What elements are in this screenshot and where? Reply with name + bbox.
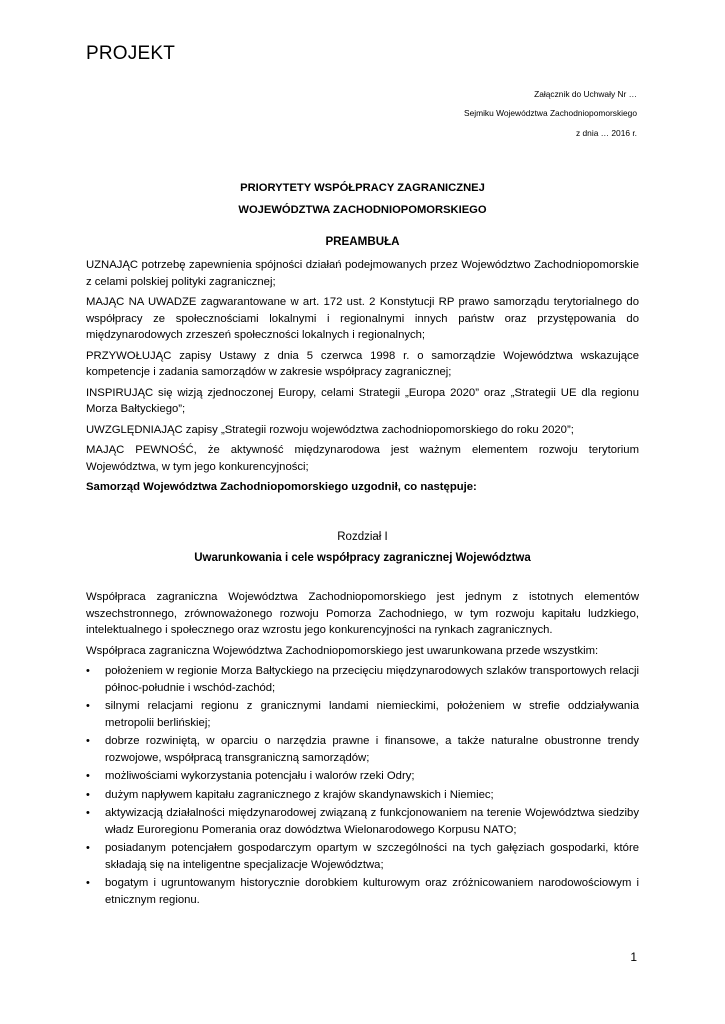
chapter-body <box>86 589 639 910</box>
list-item-text: posiadanym potencjałem gospodarczym opartym w szczególności na tych gałęziach gospodarki, które składają się na inteligentne specjalizacje Województwa; <box>105 842 639 871</box>
bullet-icon: • <box>86 807 90 819</box>
list-item-text: możliwościami wykorzystania potencjału i walorów rzeki Odry; <box>105 770 415 782</box>
preamble-paragraph: MAJĄC PEWNOŚĆ, że aktywność międzynarodowa jest ważnym elementem rozwoju terytorium Województwa, w tym jego konkurencyjności; <box>86 444 639 473</box>
list-item <box>86 698 639 731</box>
chapter-label: Rozdział I <box>337 531 388 543</box>
bullet-icon: • <box>86 700 90 712</box>
list-item <box>86 875 639 908</box>
list-item <box>86 768 639 785</box>
list-item-text: dobrze rozwiniętą, w oparciu o narzędzia prawne i finansowe, a także naturalne obustronne trendy rozwojowe, współpracą transgraniczną samorządów; <box>105 735 639 764</box>
bullet-icon: • <box>86 842 90 854</box>
chapter-paragraph: Współpraca zagraniczna Województwa Zachodniopomorskiego jest uwarunkowana przede wszystkim: <box>86 644 599 657</box>
bullet-icon: • <box>86 788 90 801</box>
preamble-paragraph: INSPIRUJĄC się wizją zjednoczonej Europy, celami Strategii „Europa 2020” oraz „Strategii UE dla regionu Morza Bałtyckiego”; <box>86 386 639 415</box>
list-item-text: położeniem w regionie Morza Bałtyckiego na przecięciu międzynarodowych szlaków transportowych relacji północ-południe i wschód-zachód; <box>105 665 639 694</box>
page-number: 1 <box>630 950 637 964</box>
preamble-paragraph: UWZGLĘDNIAJĄC zapisy „Strategii rozwoju województwa zachodniopomorskiego do roku 2020”; <box>86 423 574 436</box>
attachment-note <box>317 85 637 143</box>
bullet-icon: • <box>86 770 90 782</box>
chapter-title: Uwarunkowania i cele współpracy zagranicznej Województwa <box>194 552 531 564</box>
project-stamp: PROJEKT <box>86 43 176 64</box>
list-item-text: aktywizacją działalności międzynarodowej związaną z funkcjonowaniem na terenie Województwa siedziby władz Euroregionu Pomerania oraz dowództwa Wielonarodowego Korpusu NATO; <box>105 807 639 836</box>
bullet-icon: • <box>86 877 90 889</box>
preamble-paragraph: PRZYWOŁUJĄC zapisy Ustawy z dnia 5 czerwca 1998 r. o samorządzie Województwa wskazujące kompetencje i zadania samorządów w zakresie współpracy zagranicznej; <box>86 349 639 378</box>
preamble-paragraph: MAJĄC NA UWADZE zagwarantowane w art. 172 ust. 2 Konstytucji RP prawo samorządu terytorialnego do współpracy ze społecznościami lokalnymi i regionalnymi innych państw oraz przystępowania do międzynarodowych zrzeszeń społeczności lokalnych i regionalnych; <box>86 296 639 341</box>
title-line: WOJEWÓDZTWA ZACHODNIOPOMORSKIEGO <box>238 204 487 216</box>
bullet-icon: • <box>86 665 90 677</box>
list-item <box>86 787 639 804</box>
attachment-line: Sejmiku Województwa Zachodniopomorskiego <box>463 108 637 119</box>
list-item-text: silnymi relacjami regionu z granicznymi landami niemieckimi, położeniem w strefie oddziaływania metropolii berlińskiej; <box>105 700 639 729</box>
attachment-line: Załącznik do Uchwały Nr … <box>534 89 637 99</box>
attachment-line: z dnia … 2016 r. <box>576 127 637 138</box>
list-item-text: dużym napływem kapitału zagranicznego z krajów skandynawskich i Niemiec; <box>105 788 494 801</box>
list-item <box>86 733 639 766</box>
document-title <box>86 177 639 221</box>
preamble-heading: PREAMBUŁA <box>325 235 400 248</box>
preamble-body <box>86 257 639 500</box>
title-line: PRIORYTETY WSPÓŁPRACY ZAGRANICZNEJ <box>240 182 485 194</box>
preamble-closing: Samorząd Województwa Zachodniopomorskiego uzgodnił, co następuje: <box>86 481 477 493</box>
conditions-list <box>86 663 639 908</box>
chapter-paragraph: Współpraca zagraniczna Województwa Zachodniopomorskiego jest jednym z istotnych elementów wszechstronnego, zrównoważonego rozwoju Pomorza Zachodniego, w tym rozwoju kapitału ludzkiego, intelektualnego i społecznego oraz wzrostu jego konkurencyjności na rynkach zagranicznych. <box>86 591 639 636</box>
list-item <box>86 663 639 696</box>
list-item <box>86 805 639 838</box>
bullet-icon: • <box>86 735 90 747</box>
preamble-paragraph: UZNAJĄC potrzebę zapewnienia spójności działań podejmowanych przez Województwo Zachodniopomorskie z celami polskiej polityki zagranicznej; <box>86 259 639 288</box>
list-item-text: bogatym i ugruntowanym historycznie dorobkiem kulturowym oraz zróżnicowaniem narodowościowym i etnicznym regionu. <box>105 877 639 906</box>
list-item <box>86 840 639 873</box>
